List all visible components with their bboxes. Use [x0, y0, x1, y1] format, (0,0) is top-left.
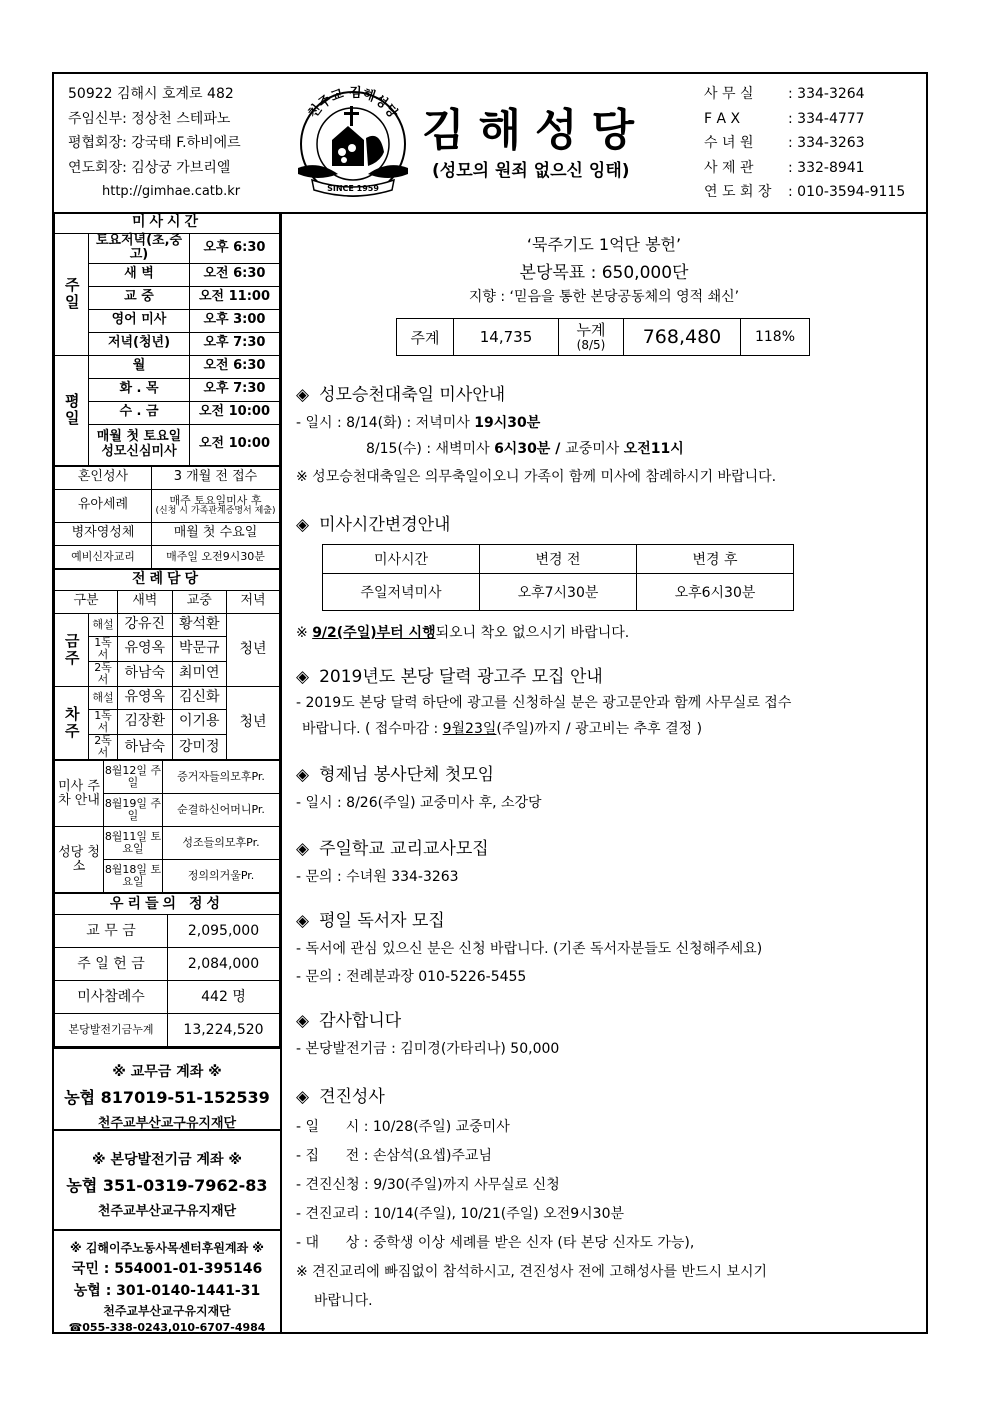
person: 김장환 — [118, 709, 173, 734]
notice-title: 평일 독서자 모집 — [319, 911, 445, 931]
notice-line: - 문의 : 수녀원 334-3263 — [296, 869, 459, 885]
table-row — [55, 1014, 280, 1047]
notice-line: - 본당발전기금 : 김미경(가타리나) 50,000 — [296, 1041, 560, 1057]
col-header: 저녁 — [227, 590, 280, 613]
notice-line: - 일 시 : 10/28(주일) 교중미사 — [296, 1119, 510, 1135]
notice-line: - 일시 : 8/26(주일) 교중미사 후, 소강당 — [296, 795, 542, 811]
diamond-icon: ◈ — [296, 911, 310, 931]
cell: 오후6시30분 — [637, 574, 794, 611]
account-block — [54, 1047, 280, 1132]
prayer-president: 연도회장: 김상궁 가브리엘 — [68, 159, 231, 176]
text-span-bold: 19시30분 — [474, 415, 541, 431]
notice-heading — [296, 662, 603, 687]
contact-rectory — [704, 156, 905, 181]
offering-name: 미사참례수 — [55, 981, 168, 1014]
main-content — [282, 212, 926, 1334]
role: 2독서 — [89, 735, 118, 760]
text-span: 되오니 착오 없으시기 바랍니다. — [435, 625, 630, 641]
notice-line — [302, 718, 702, 738]
table-row — [55, 286, 280, 309]
text-span-bold: 9/2(주일)부터 시행 — [312, 625, 436, 641]
notice-line — [366, 438, 684, 458]
sacrament-name: 병자영성체 — [55, 522, 152, 545]
account-owner: 천주교부산교구유지재단 — [97, 1116, 237, 1132]
table-row — [55, 489, 280, 522]
mass-time: 오후 6:30 — [190, 234, 280, 264]
notice-line: - 견진신청 : 9/30(주일)까지 사무실로 신청 — [296, 1177, 560, 1193]
diamond-icon: ◈ — [296, 515, 310, 535]
parish-title: 김해성당 — [422, 105, 649, 156]
mass-name: 매월 첫 토요일 성모신심미사 — [89, 424, 190, 465]
diamond-icon: ◈ — [296, 839, 310, 859]
duty-date: 8월11일 토요일 — [104, 827, 163, 860]
text-span: 교중미사 — [565, 441, 624, 457]
notice-heading — [296, 760, 494, 785]
account-phone: ☎055-338-0243,010-6707-4984 — [68, 1321, 266, 1335]
role: 2독서 — [89, 661, 118, 686]
pastor: 주임신부: 정상천 스테파노 — [68, 110, 231, 127]
liturgy-table — [54, 569, 280, 761]
duty-group: 성조들의모후Pr. — [163, 827, 280, 860]
total-label: 누계 — [576, 320, 606, 339]
person: 이기용 — [172, 709, 227, 734]
table-row — [323, 545, 794, 574]
text-span: ※ — [296, 625, 313, 641]
week-label: 차주 — [55, 686, 89, 759]
notice-line: ※ 성모승천대축일은 의무축일이오니 가족이 함께 미사에 참례하시기 바랍니다. — [296, 469, 777, 485]
mass-name: 저녁(청년) — [89, 332, 190, 355]
notice-line: - 집 전 : 손삼석(요셉)주교님 — [296, 1148, 492, 1164]
duty-group: 순결하신어머니Pr. — [163, 794, 280, 827]
account-title: ※ 본당발전기금 계좌 ※ — [91, 1152, 243, 1169]
parish-subtitle: (성모의 원죄 없으신 잉태) — [432, 161, 630, 181]
person: 하남숙 — [118, 735, 173, 760]
weekday-label: 평일 — [55, 355, 89, 465]
table-row — [55, 355, 280, 378]
sacrament-name: 혼인성사 — [55, 466, 152, 489]
duty-date: 8월19일 주일 — [104, 794, 163, 827]
account-number: 농협 351-0319-7962-83 — [66, 1176, 268, 1196]
role: 해설 — [89, 613, 118, 636]
contact-label: 사 제 관 — [704, 159, 754, 176]
offering-value: 442 명 — [168, 981, 280, 1014]
mass-time: 오전 10:00 — [190, 424, 280, 465]
sacrament-note: (신청 시 가족관계증명서 제출) — [155, 505, 276, 516]
table-row — [55, 613, 280, 636]
diamond-icon: ◈ — [296, 385, 310, 405]
account-block — [54, 1129, 280, 1229]
mass-time: 오전 11:00 — [190, 286, 280, 309]
sunday-label: 주일 — [55, 234, 89, 356]
person: 하남숙 — [118, 661, 173, 686]
evening-group: 청년 — [227, 686, 280, 759]
notice-line: - 견진교리 : 10/14(주일), 10/21(주일) 오전9시30분 — [296, 1206, 625, 1222]
mass-time: 오전 6:30 — [190, 263, 280, 286]
table-row — [55, 466, 280, 489]
offering-title: 우리들의 정성 — [55, 894, 280, 915]
contact-value: : 010-3594-9115 — [788, 184, 906, 201]
table-row — [55, 309, 280, 332]
col-header: 변경 후 — [637, 545, 794, 574]
table-row — [55, 332, 280, 355]
table-row — [55, 827, 280, 860]
total-label-cell — [559, 319, 624, 356]
website-link[interactable]: http://gimhae.catb.kr — [102, 184, 241, 199]
left-sidebar — [54, 212, 282, 1334]
liturgy-title: 전례담당 — [55, 569, 280, 590]
mass-name: 수 . 금 — [89, 401, 190, 424]
parking-cleaning-table — [54, 760, 280, 893]
offering-name: 본당발전기금누계 — [55, 1014, 168, 1047]
mass-schedule-table — [54, 212, 280, 466]
mass-time: 오전 6:30 — [190, 355, 280, 378]
mass-time: 오후 3:00 — [190, 309, 280, 332]
parish-seal-logo — [288, 82, 418, 202]
table-row — [55, 424, 280, 465]
duty-group: 증거자들의모후Pr. — [163, 761, 280, 794]
mass-name: 화 . 목 — [89, 378, 190, 401]
table-row — [55, 981, 280, 1014]
person: 유영옥 — [118, 686, 173, 709]
bulletin-page — [52, 72, 928, 1334]
offering-table — [54, 893, 280, 1047]
account-number: 농협 817019-51-152539 — [64, 1088, 270, 1108]
notice-title: 형제님 봉사단체 첫모임 — [319, 765, 495, 785]
parking-label: 미사 주차 안내 — [55, 761, 104, 827]
week-label: 주계 — [397, 319, 454, 356]
contact-list — [704, 82, 905, 205]
sacrament-value: 매주일 오전9시30분 — [152, 545, 280, 568]
contact-convent — [704, 131, 905, 156]
sacrament-value: 매주 토요일미사 후 — [169, 493, 262, 507]
table-row — [55, 378, 280, 401]
diamond-icon: ◈ — [296, 765, 310, 785]
duty-date: 8월12일 주일 — [104, 761, 163, 794]
table-row — [55, 915, 280, 948]
text-span: 8/15(수) : 새벽미사 — [366, 441, 495, 457]
rosary-goal: 본당목표 : 650,000단 — [519, 263, 689, 283]
table-row — [323, 574, 794, 611]
contact-label: 사 무 실 — [704, 86, 754, 102]
person: 강유진 — [118, 613, 173, 636]
role: 해설 — [89, 686, 118, 709]
svg-text:천주교 김해성당: 천주교 김해성당 — [305, 85, 401, 122]
notice-line: ※ 견진교리에 빠짐없이 참석하시고, 견진성사 전에 고해성사를 반드시 보시기 — [296, 1264, 768, 1280]
sacrament-value: 3 개월 전 접수 — [152, 466, 280, 489]
col-header: 구분 — [55, 590, 118, 613]
table-row — [55, 590, 280, 613]
contact-label: F A X — [704, 110, 741, 127]
mass-name: 교 중 — [89, 286, 190, 309]
notice-title: 감사합니다 — [319, 1011, 402, 1031]
cell: 주일저녁미사 — [323, 574, 480, 611]
rosary-title: ‘묵주기도 1억단 봉헌’ — [526, 235, 682, 254]
person: 유영옥 — [118, 636, 173, 661]
cell: 오후7시30분 — [480, 574, 637, 611]
notice-line: - 대 상 : 중학생 이상 세례를 받은 신자 (타 본당 신자도 가능), — [296, 1235, 695, 1251]
contact-value: : 334-4777 — [788, 110, 865, 127]
notice-heading — [296, 510, 450, 535]
contact-value: : 332-8941 — [788, 159, 865, 176]
percent-value: 118% — [741, 319, 810, 356]
schedule-change-table — [322, 544, 794, 611]
table-row — [55, 545, 280, 568]
notice-line: - 문의 : 전례분과장 010-5226-5455 — [296, 969, 527, 985]
person: 김신화 — [172, 686, 227, 709]
diamond-icon: ◈ — [296, 667, 310, 687]
text-span-bold: 오전11시 — [623, 441, 684, 457]
notice-line — [296, 622, 629, 642]
table-row — [55, 686, 280, 709]
role: 1독서 — [89, 709, 118, 734]
duty-group: 정의의거울Pr. — [163, 860, 280, 893]
text-span: - 일시 : 8/14(화) : 저녁미사 — [296, 415, 475, 431]
contact-value: : 334-3263 — [788, 135, 865, 152]
notice-title: 성모승천대축일 미사안내 — [319, 385, 506, 405]
col-header: 변경 전 — [480, 545, 637, 574]
account-title: ※ 김해이주노동사목센터후원계좌 ※ — [70, 1241, 264, 1256]
contact-prayer-group — [704, 180, 905, 205]
rosary-stats-table — [396, 318, 810, 356]
text-span: (주일)까지 / 광고비는 추후 결정 ) — [496, 721, 703, 737]
notice-heading — [296, 1082, 385, 1107]
svg-text:SINCE 1959: SINCE 1959 — [327, 184, 379, 193]
offering-value: 2,084,000 — [168, 948, 280, 981]
diamond-icon: ◈ — [296, 1087, 310, 1107]
notice-title: 주일학교 교리교사모집 — [319, 839, 489, 859]
contact-label: 연 도 회 장 — [704, 184, 772, 201]
sacrament-value-cell — [152, 489, 280, 522]
text-span: 바랍니다. ( 접수마감 : — [302, 721, 443, 737]
notice-heading — [296, 906, 445, 931]
duty-date: 8월18일 토요일 — [104, 860, 163, 893]
account-title: ※ 교무금 계좌 ※ — [112, 1064, 222, 1081]
parish-info — [68, 82, 241, 205]
offering-name: 주 일 헌 금 — [55, 948, 168, 981]
account-number: 국민 : 554001-01-395146 — [71, 1261, 263, 1278]
notice-line: - 2019도 본당 달력 하단에 광고를 신청하실 분은 광고문안과 함께 사무실로 접수 — [296, 695, 792, 711]
contact-value: : 334-3264 — [788, 86, 865, 102]
mass-name: 영어 미사 — [89, 309, 190, 332]
person: 최미연 — [172, 661, 227, 686]
contact-fax — [704, 107, 905, 132]
account-block — [54, 1229, 280, 1335]
notice-title: 2019년도 본당 달력 광고주 모집 안내 — [319, 667, 603, 687]
account-number: 농협 : 301-0140-1441-31 — [73, 1283, 261, 1300]
table-row — [55, 761, 280, 794]
role: 1독서 — [89, 636, 118, 661]
sacraments-table — [54, 466, 280, 569]
col-header: 미사시간 — [323, 545, 480, 574]
person: 박문규 — [172, 636, 227, 661]
contact-office — [704, 82, 905, 107]
person: 황석환 — [172, 613, 227, 636]
sacrament-value: 매월 첫 수요일 — [152, 522, 280, 545]
offering-value: 2,095,000 — [168, 915, 280, 948]
mass-time: 오후 7:30 — [190, 332, 280, 355]
offering-value: 13,224,520 — [168, 1014, 280, 1047]
person: 강미정 — [172, 735, 227, 760]
council-president: 평협회장: 강국태 F.하비에르 — [68, 135, 241, 151]
mass-schedule-title: 미사시간 — [55, 213, 280, 234]
col-header: 새벽 — [118, 590, 173, 613]
evening-group: 청년 — [227, 613, 280, 686]
notice-line — [296, 412, 540, 432]
header — [54, 74, 926, 214]
table-row — [397, 319, 810, 356]
table-row — [55, 401, 280, 424]
text-span-underline: 9월23일 — [442, 721, 497, 737]
mass-time: 오후 7:30 — [190, 378, 280, 401]
week-value: 14,735 — [454, 319, 559, 356]
notice-line: - 독서에 관심 있으신 분은 신청 바랍니다. (기존 독서자분들도 신청해주세요) — [296, 941, 763, 957]
notice-heading — [296, 834, 489, 859]
sacrament-name: 예비신자교리 — [55, 545, 152, 568]
account-owner: 천주교부산교구유지재단 — [97, 1204, 237, 1220]
table-row — [55, 263, 280, 286]
address: 50922 김해시 호계로 482 — [68, 86, 234, 102]
mass-name: 월 — [89, 355, 190, 378]
notice-title: 견진성사 — [319, 1087, 385, 1107]
week-label: 금주 — [55, 613, 89, 686]
cleaning-label: 성당 청소 — [55, 827, 104, 893]
notice-heading — [296, 1006, 401, 1031]
rosary-aim: 지향 : ‘믿음을 통한 본당공동체의 영적 쇄신’ — [468, 289, 740, 305]
diamond-icon: ◈ — [296, 1011, 310, 1031]
mass-name: 토요저녁(초,중고) — [89, 234, 190, 264]
mass-name: 새 벽 — [89, 263, 190, 286]
col-header: 교중 — [172, 590, 227, 613]
notice-heading — [296, 380, 505, 405]
text-span-bold: 6시30분 / — [494, 441, 566, 457]
table-row — [55, 234, 280, 264]
contact-label: 수 녀 원 — [704, 135, 754, 152]
sacrament-name: 유아세례 — [55, 489, 152, 522]
table-row — [55, 522, 280, 545]
offering-name: 교 무 금 — [55, 915, 168, 948]
notice-line: 바랍니다. — [314, 1293, 373, 1309]
table-row — [55, 948, 280, 981]
notice-title: 미사시간변경안내 — [319, 515, 451, 535]
total-value: 768,480 — [624, 319, 741, 356]
mass-time: 오전 10:00 — [190, 401, 280, 424]
account-owner: 천주교부산교구유지재단 — [103, 1304, 231, 1319]
total-date: (8/5) — [576, 337, 606, 352]
